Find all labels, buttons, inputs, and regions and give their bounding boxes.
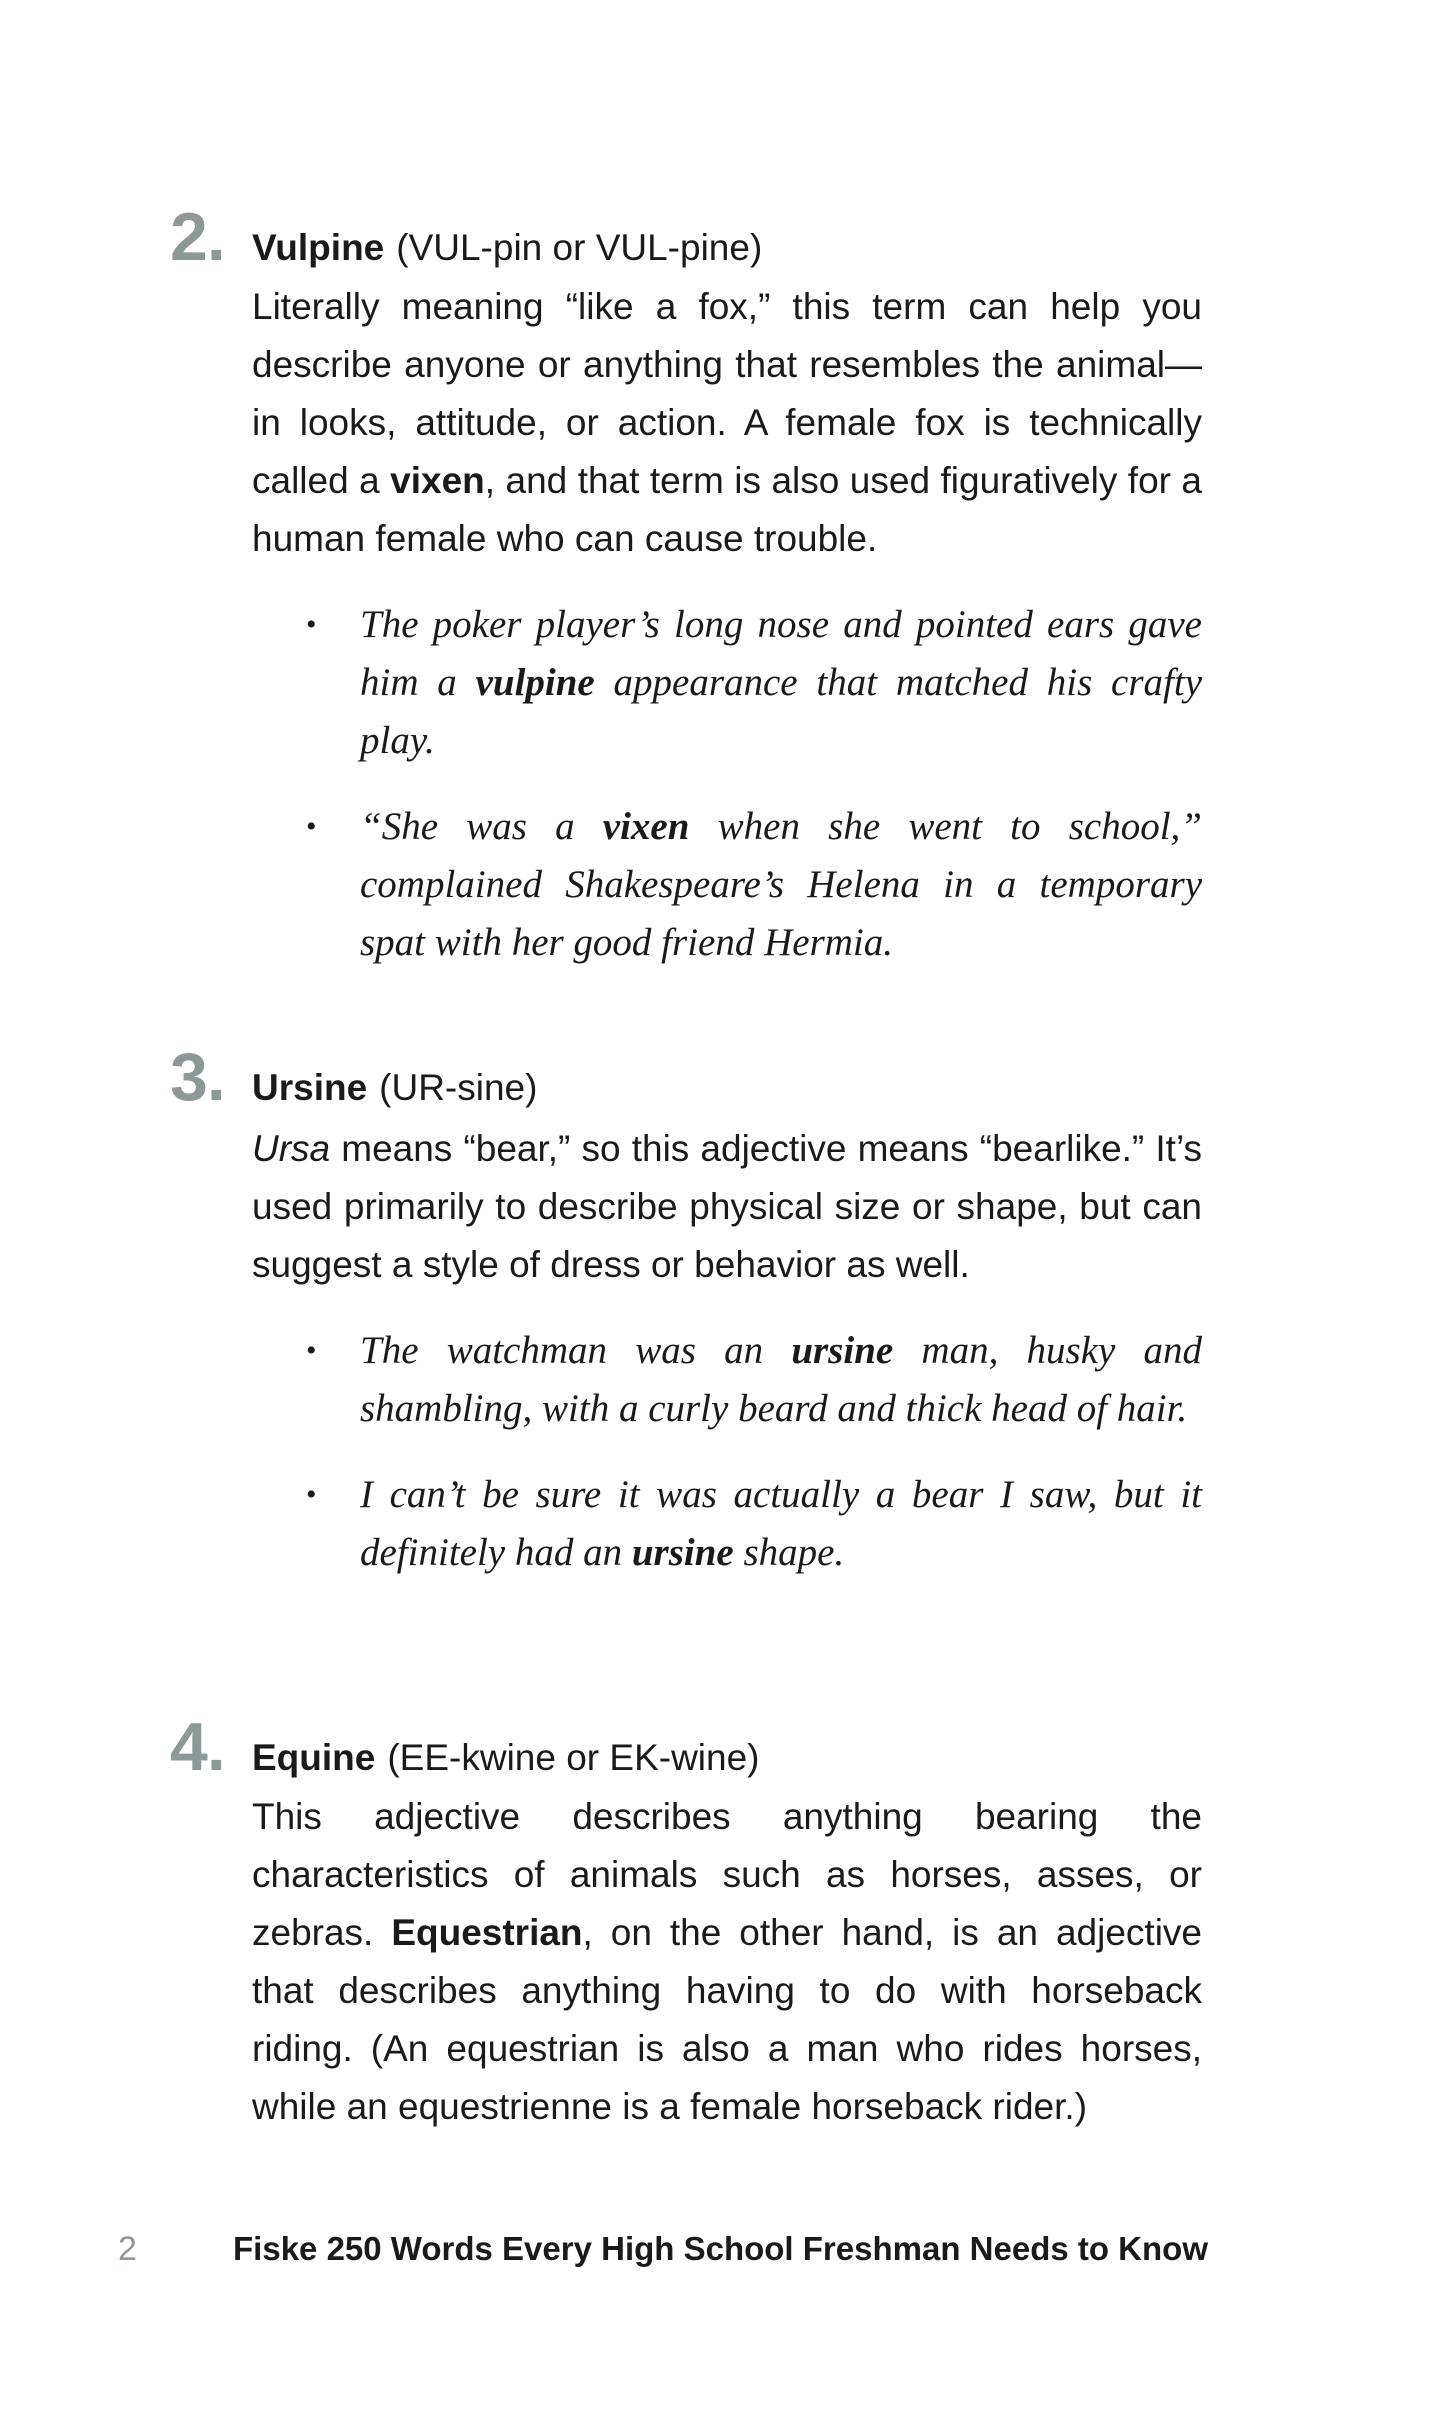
bold-term: ursine — [631, 1531, 734, 1574]
entry-number: 3. — [170, 1039, 225, 1115]
example-sentence — [252, 798, 1202, 972]
bold-term: vixen — [390, 460, 485, 501]
entry-ursine — [170, 1038, 1210, 1582]
text-run: when she went to school,” complained Shakespeare’s Helena in a temporary spat with her good friend Hermia. — [360, 805, 1202, 964]
entry-pronunciation: (VUL-pin or VUL-pine) — [396, 227, 763, 268]
text-run: means “bear,” so this adjective means “bearlike.” It’s used primarily to describe physical size or shape, but can suggest a style of dress or behavior as well. — [252, 1128, 1202, 1285]
entry-number: 4. — [170, 1709, 225, 1785]
text-run: , and that term is also used figuratively for a human female who can cause trouble. — [252, 460, 1202, 559]
entry-equine — [170, 1708, 1210, 2136]
text-run: Literally meaning “like a fox,” this term can help you describe anyone or anything that resembles the animal—in looks, attitude, or action. A female fox is technically called a — [252, 286, 1202, 501]
bold-term: vixen — [602, 805, 690, 848]
text-run: man, husky and shambling, with a curly beard and thick head of hair. — [360, 1329, 1203, 1430]
bold-term: Equestrian — [391, 1912, 583, 1953]
italic-term: Ursa — [252, 1128, 331, 1169]
entry-definition — [252, 1788, 1202, 2136]
text-run: The watchman was an — [360, 1329, 792, 1372]
entry-word: Ursine — [252, 1067, 368, 1108]
text-run: I can’t be sure it was actually a bear I saw, but it definitely had an — [360, 1473, 1202, 1574]
book-title: Fiske 250 Words Every High School Freshman Needs to Know — [233, 2230, 1208, 2267]
entry-pronunciation: (UR-sine) — [379, 1067, 538, 1108]
entry-definition — [252, 278, 1202, 568]
bullet-icon: • — [306, 1478, 317, 1511]
example-sentence — [252, 1322, 1202, 1438]
entry-heading — [170, 1708, 1210, 1785]
entry-vulpine — [170, 198, 1210, 972]
text-run: The poker player’s long nose and pointed ears gave him a — [360, 603, 1202, 704]
entry-heading — [170, 198, 1210, 275]
bullet-icon: • — [306, 1334, 317, 1367]
example-sentence — [252, 596, 1202, 770]
page-number: 2 — [118, 2230, 137, 2268]
text-run: This adjective describes anything bearing the characteristics of animals such as horses, asses, or zebras. — [252, 1796, 1202, 1953]
entry-pronunciation: (EE-kwine or EK-wine) — [387, 1737, 760, 1778]
example-sentence — [252, 1466, 1202, 1582]
example-list — [252, 596, 1202, 972]
text-run: shape. — [733, 1531, 845, 1574]
text-run: appearance that matched his crafty play. — [360, 661, 1202, 762]
entry-number: 2. — [170, 199, 225, 275]
text-run: , on the other hand, is an adjective that describes anything having to do with horseback riding. (An equestrian is also a man who rides horses, while an equestrienne is a female horseback rider.) — [252, 1912, 1202, 2127]
entry-definition — [252, 1120, 1202, 1294]
entry-word: Equine — [252, 1737, 376, 1778]
entry-heading — [170, 1038, 1210, 1115]
bold-term: ursine — [791, 1329, 894, 1372]
page-footer — [118, 2230, 1208, 2280]
bullet-icon: • — [306, 810, 317, 843]
bullet-icon: • — [306, 608, 317, 641]
entry-word: Vulpine — [252, 227, 385, 268]
bold-term: vulpine — [475, 661, 595, 704]
example-list — [252, 1322, 1202, 1582]
text-run: “She was a — [360, 805, 603, 848]
